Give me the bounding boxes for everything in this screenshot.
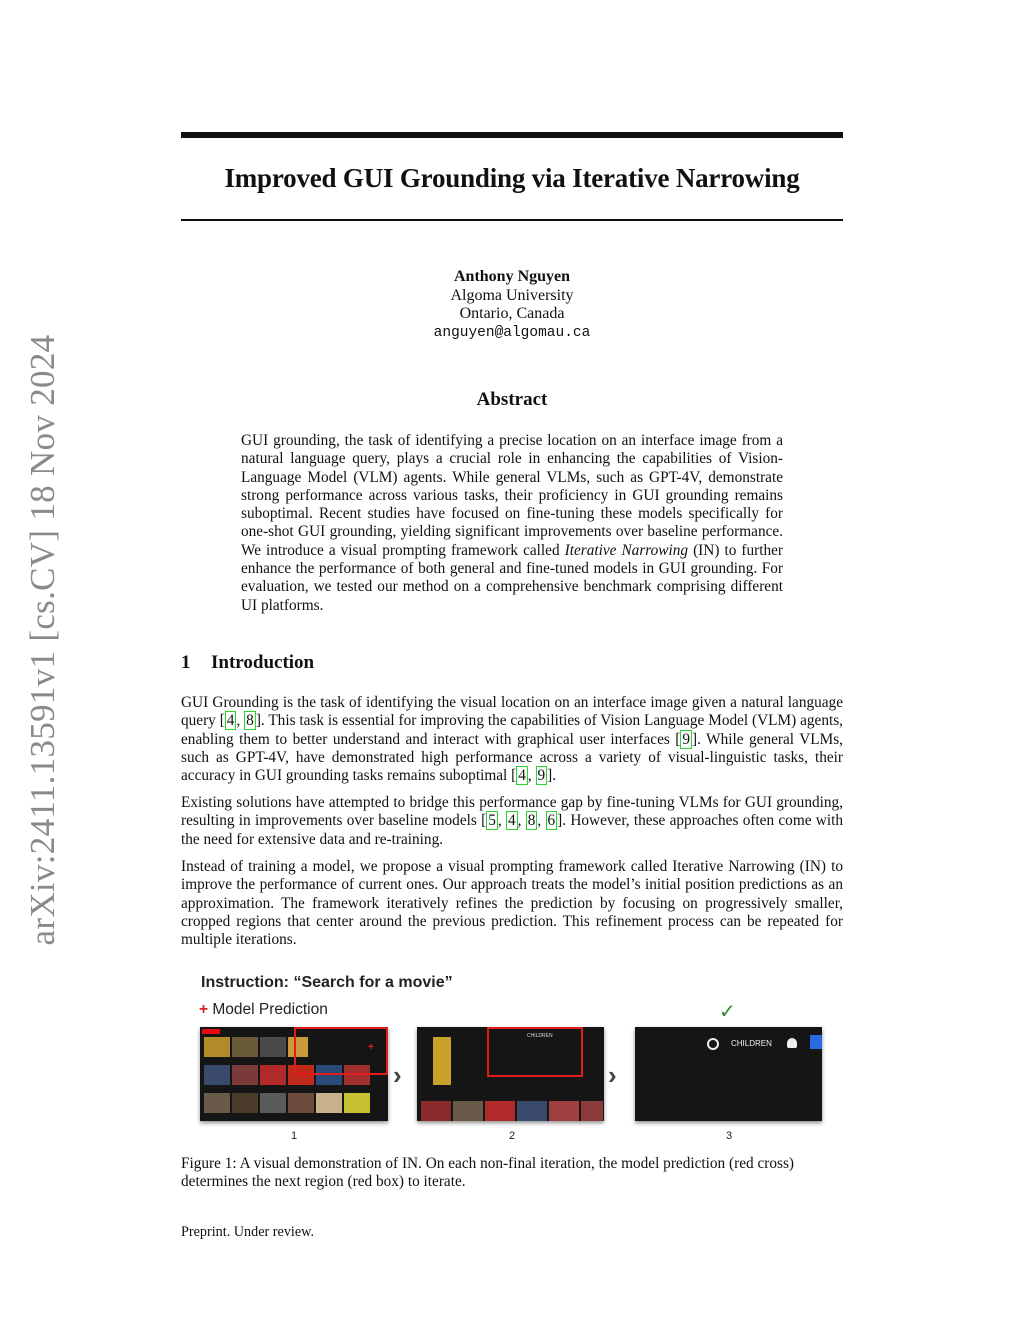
thumbnail	[517, 1101, 547, 1121]
author-name: Anthony Nguyen	[453, 268, 571, 285]
step-label-3: 3	[726, 1130, 733, 1142]
citation-link[interactable]: 9	[537, 767, 546, 785]
text-run: ,	[517, 812, 526, 830]
next-step-arrow-icon: ›	[608, 1060, 617, 1090]
step-label-2: 2	[509, 1130, 516, 1142]
section-heading	[181, 652, 314, 674]
iteration-1-screenshot	[200, 1027, 388, 1121]
abstract-italic-term: Iterative Narrowing	[564, 541, 689, 559]
text-run: ,	[236, 712, 245, 730]
author-email: anguyen@algomau.ca	[433, 324, 591, 341]
text-run: GUI Grounding is the task of identifying the visual location on an interface image given a natural language query [	[181, 694, 843, 730]
thumbnail	[204, 1093, 230, 1113]
text-run: ]. This task is essential for improving the capabilities of Vision Language Model (VLM) agents, enabling them to better understand and interact with graphical user interfaces [	[181, 712, 843, 748]
thumbnail	[581, 1101, 603, 1121]
text-run: ]. However, these approaches often come with the need for extensive data and re-training.	[181, 812, 843, 848]
shot-3-children-label: CHILDREN	[731, 1039, 772, 1048]
avatar	[810, 1035, 822, 1049]
intro-paragraph-1	[181, 694, 843, 785]
thumbnail	[485, 1101, 515, 1121]
author-location: Ontario, Canada	[459, 305, 565, 322]
search-icon	[707, 1038, 719, 1050]
thumbnail	[204, 1065, 230, 1085]
text-run: ].	[547, 767, 557, 785]
text-run: Existing solutions have attempted to bridge this performance gap by fine-tuning VLMs for GUI grounding, resulting in improvements over baseline models [	[181, 794, 843, 830]
prediction-cross-icon: +	[368, 1042, 374, 1053]
thumbnail	[260, 1093, 286, 1113]
thumbnail	[232, 1093, 258, 1113]
intro-paragraph-3: Instead of training a model, we propose a visual prompting framework called Iterative Narrowing (IN) to improve the performance of current ones. Our approach treats the model’s initial position predictions as an approximation. The framework iteratively refines the prediction by focusing on progressively smaller, cropped regions that center around the previous prediction. This refinement process can be repeated for multiple iterations.	[181, 858, 843, 949]
thumbnail	[204, 1037, 230, 1057]
thumbnail	[260, 1037, 286, 1057]
author-affiliation: Algoma University	[450, 286, 574, 304]
bell-icon	[787, 1038, 797, 1048]
text-run: ,	[537, 812, 546, 830]
title-bottom-rule	[181, 219, 843, 221]
section-number: 1	[181, 652, 191, 673]
checkmark-icon: ✓	[719, 1001, 736, 1023]
thumbnail	[344, 1093, 370, 1113]
text-run: ,	[527, 767, 536, 785]
footer-note: Preprint. Under review.	[181, 1224, 315, 1240]
thumbnail	[549, 1101, 579, 1121]
citation-link[interactable]: 5	[488, 812, 496, 830]
figure-caption: Figure 1: A visual demonstration of IN. On each non-final iteration, the model prediction (red cross) determines the next region (red box) to iterate.	[181, 1155, 794, 1191]
thumbnail	[232, 1037, 258, 1057]
shot-2-children-label: CHILDREN	[527, 1033, 553, 1039]
paper-title: Improved GUI Grounding via Iterative Narrowing	[224, 163, 800, 193]
thumbnail	[421, 1101, 451, 1121]
figure-1	[181, 970, 843, 1145]
next-step-arrow-icon: ›	[393, 1060, 402, 1090]
figure-instruction: Instruction: “Search for a movie”	[201, 974, 453, 991]
title-top-rule	[181, 132, 843, 138]
citation-link[interactable]: 4	[518, 767, 526, 785]
legend-label: Model Prediction	[212, 1001, 328, 1018]
citation-link[interactable]: 4	[226, 712, 235, 730]
citation-link[interactable]: 8	[527, 812, 536, 830]
step-label-1: 1	[291, 1130, 298, 1142]
section-title: Introduction	[211, 652, 315, 673]
arxiv-sidebar-identifier: arXiv:2411.13591v1 [cs.CV] 18 Nov 2024	[23, 334, 62, 946]
abstract-text-2: (IN) to further enhance the performance of both general and fine-tuned models in GUI grounding. For evaluation, we tested our method on a comprehensive benchmark comprising different UI platforms.	[241, 541, 783, 614]
citation-link[interactable]: 4	[507, 812, 516, 830]
author-block	[181, 268, 843, 342]
text-run: ]. While general VLMs, such as GPT-4V, have demonstrated high performance across a variety of visual-linguistic tasks, their accuracy in GUI grounding tasks remains suboptimal [	[181, 730, 843, 785]
figure-legend	[199, 1001, 328, 1019]
citation-link[interactable]: 9	[682, 730, 691, 748]
abstract-body	[241, 432, 783, 615]
thumbnail	[232, 1065, 258, 1085]
thumbnail	[288, 1093, 314, 1113]
red-cross-icon: +	[199, 1001, 209, 1018]
thumbnail	[453, 1101, 483, 1121]
intro-paragraph-2	[181, 794, 843, 849]
iteration-2-screenshot	[417, 1027, 604, 1121]
narrowing-region-box	[487, 1027, 583, 1077]
logo-bar	[202, 1029, 220, 1034]
thumbnail	[260, 1065, 286, 1085]
thumbnail	[433, 1037, 451, 1085]
text-run: ,	[497, 812, 506, 830]
thumbnail	[316, 1093, 342, 1113]
citation-link[interactable]: 6	[547, 812, 556, 830]
citation-link[interactable]: 8	[246, 712, 254, 730]
iteration-3-screenshot	[635, 1027, 822, 1121]
abstract-heading: Abstract	[476, 389, 548, 410]
abstract-text-1: GUI grounding, the task of identifying a precise location on an interface image from a natural language query, plays a crucial role in enhancing the capabilities of Vision-Language Model (VLM) agents. While general VLMs, such as GPT-4V, demonstrate strong performance across various tasks, their proficiency in GUI grounding remains suboptimal. Recent studies have focused on fine-tuning these models specifically for one-shot GUI grounding, yielding significant improvements over baseline performance. We introduce a visual prompting framework called	[241, 432, 783, 559]
